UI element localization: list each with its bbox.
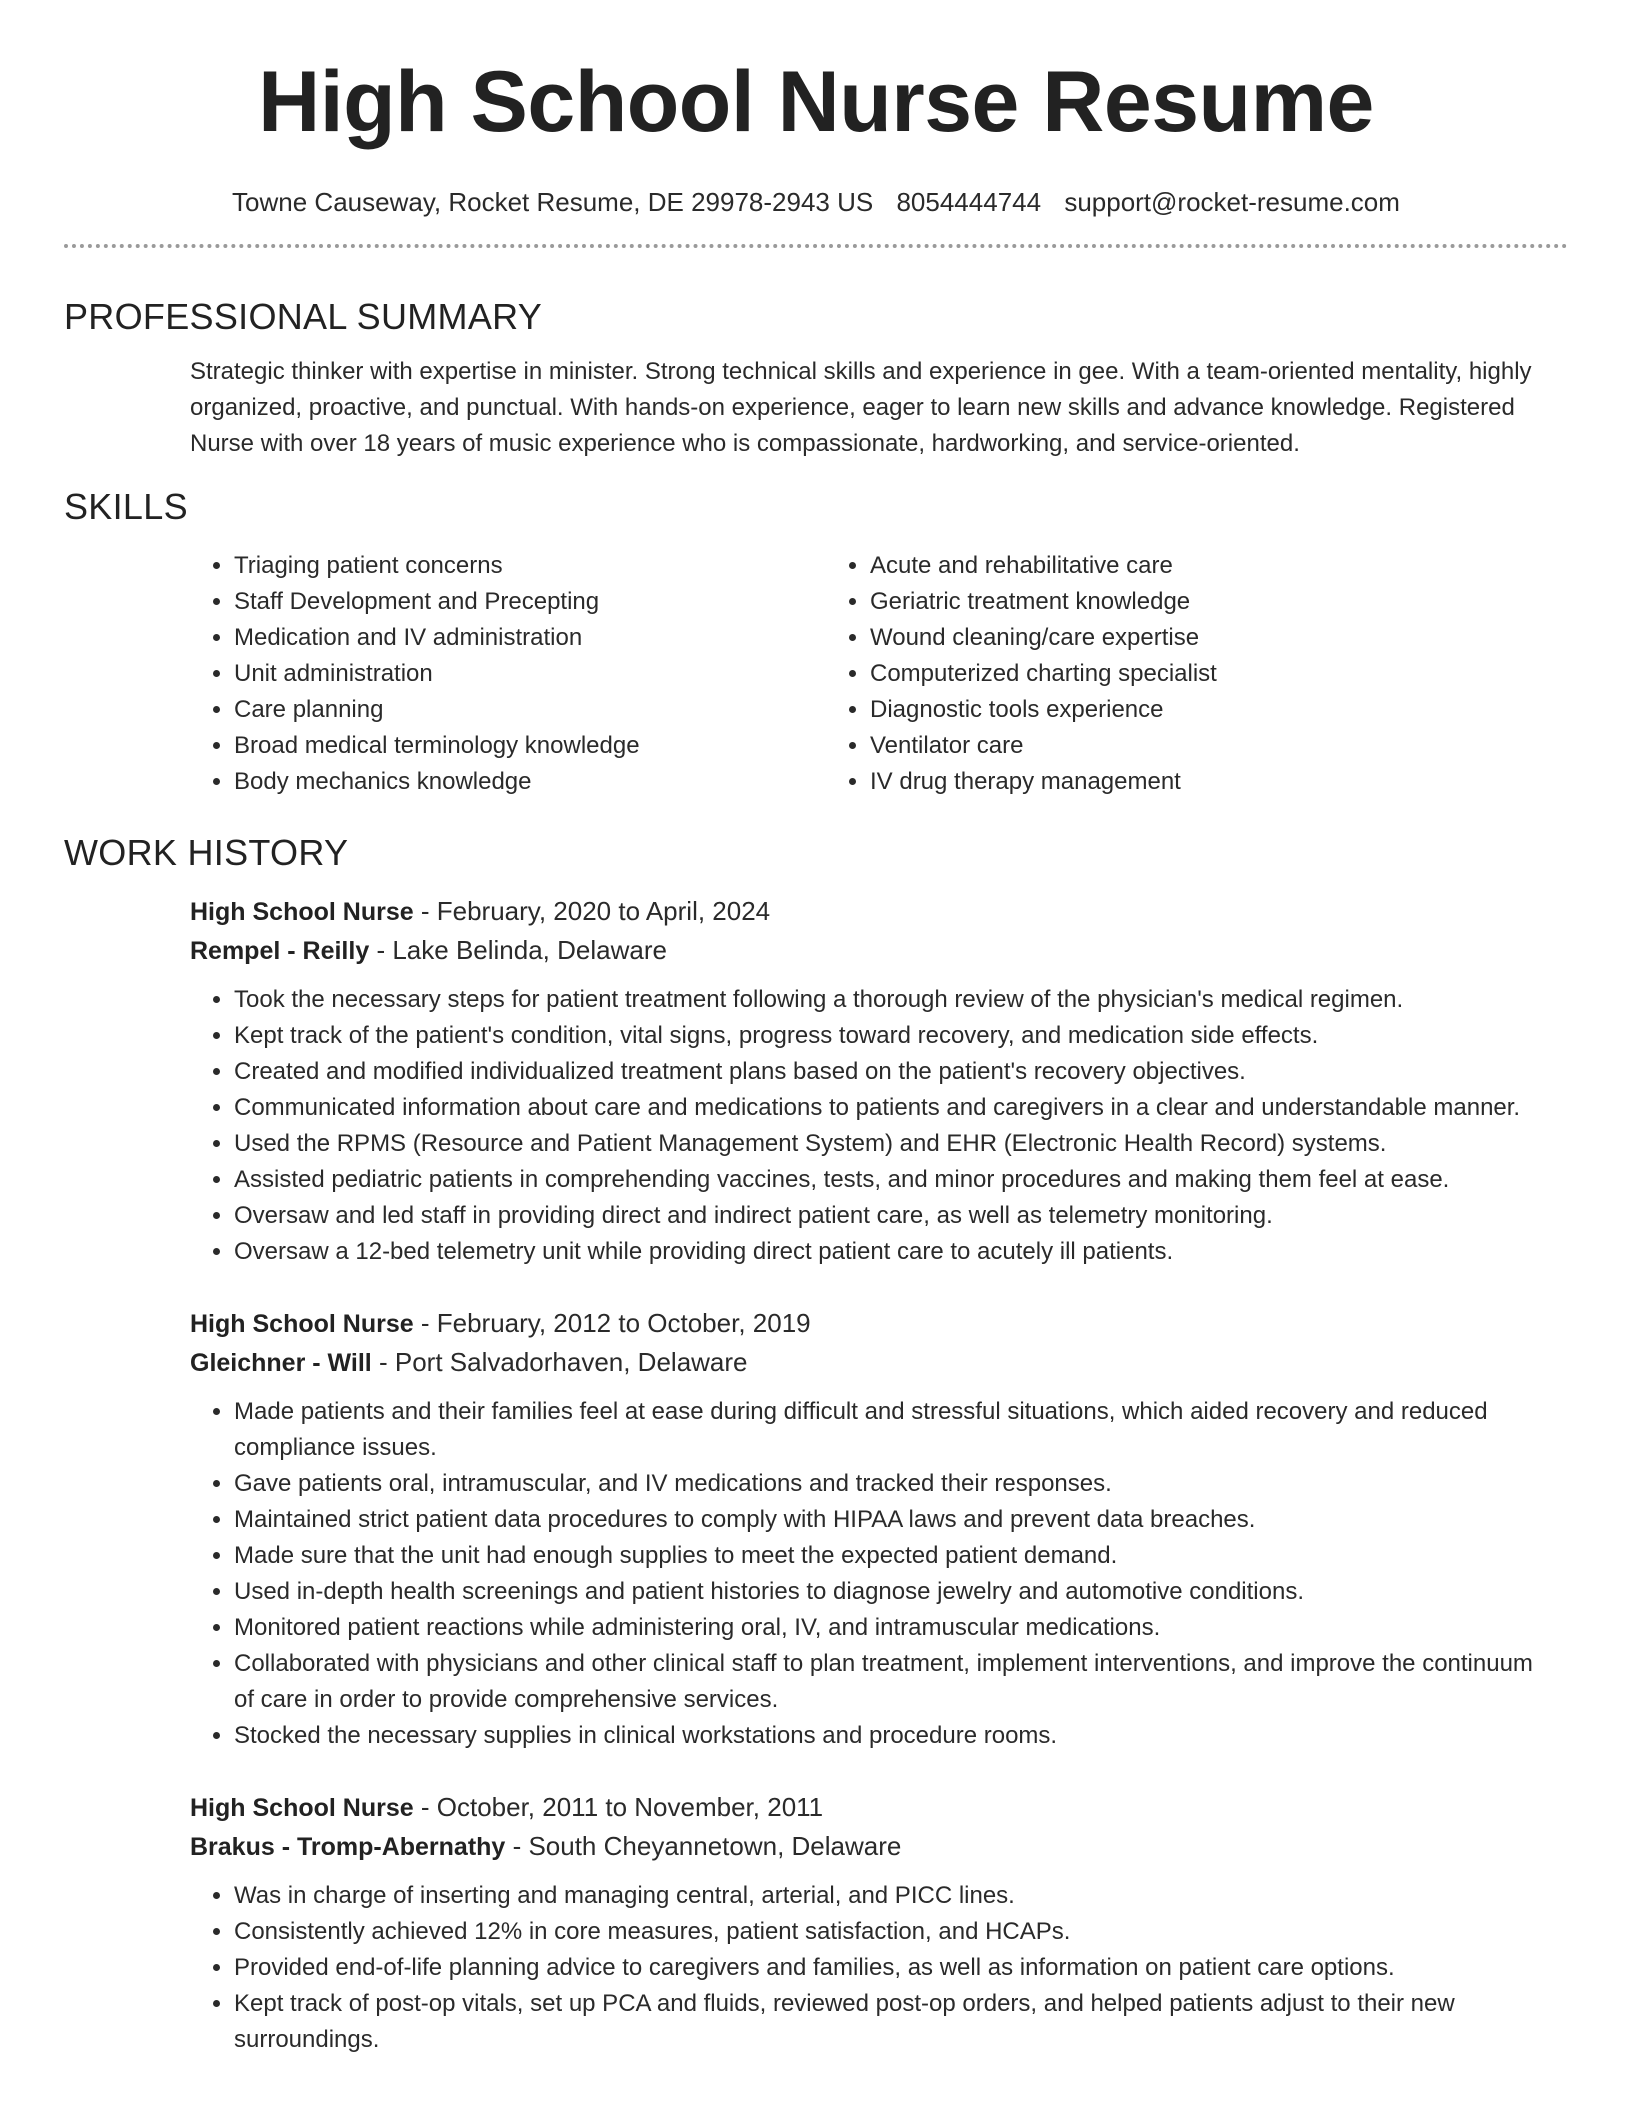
job-title-line	[190, 892, 1568, 931]
job-bullet: • Consistently achieved 12% in core measures, patient satisfaction, and HCAPs.	[234, 1914, 1538, 1950]
job-title-line	[190, 1304, 1568, 1343]
skill-item: • Body mechanics knowledge	[234, 764, 826, 800]
job-bullet: • Communicated information about care and medications to patients and caregivers in a clear and understandable manner.	[234, 1090, 1538, 1126]
skill-item: • IV drug therapy management	[870, 764, 1217, 800]
job-bullet: • Took the necessary steps for patient treatment following a thorough review of the physician's medical regimen.	[234, 982, 1538, 1018]
job-bullet: • Stocked the necessary supplies in clinical workstations and procedure rooms.	[234, 1718, 1538, 1754]
job-company: Rempel - Reilly	[190, 937, 370, 965]
skill-item: • Geriatric treatment knowledge	[870, 584, 1217, 620]
job-title: High School Nurse	[190, 1794, 414, 1822]
jobs-list	[64, 892, 1568, 2058]
job-company-line	[190, 931, 1568, 970]
skill-item: • Unit administration	[234, 656, 826, 692]
section-heading-summary: PROFESSIONAL SUMMARY	[64, 296, 543, 337]
job-entry	[190, 1304, 1568, 1754]
section-heading-skills: SKILLS	[64, 486, 188, 527]
section-heading-work-history: WORK HISTORY	[64, 832, 349, 873]
job-bullet: • Made patients and their families feel at ease during difficult and stressful situations, which aided recovery and reduced compliance issues.	[234, 1394, 1538, 1466]
job-bullets	[190, 1394, 1568, 1754]
job-bullet: • Oversaw a 12-bed telemetry unit while providing direct patient care to acutely ill patients.	[234, 1234, 1538, 1270]
skill-item: • Acute and rehabilitative care	[870, 548, 1217, 584]
job-bullets	[190, 1878, 1568, 2058]
job-bullet: • Used the RPMS (Resource and Patient Management System) and EHR (Electronic Health Record) systems.	[234, 1126, 1538, 1162]
job-bullets	[190, 982, 1568, 1270]
contact-phone: 8054444744	[896, 187, 1042, 217]
skill-item: • Diagnostic tools experience	[870, 692, 1217, 728]
job-bullet: • Was in charge of inserting and managing central, arterial, and PICC lines.	[234, 1878, 1538, 1914]
skill-item: • Staff Development and Precepting	[234, 584, 826, 620]
header-divider	[64, 244, 1568, 248]
skill-item: • Triaging patient concerns	[234, 548, 826, 584]
skill-item: • Ventilator care	[870, 728, 1217, 764]
contact-address: Towne Causeway, Rocket Resume, DE 29978-2943 US	[232, 187, 874, 217]
job-dates: - February, 2012 to October, 2019	[413, 1308, 811, 1338]
job-bullet: • Kept track of post-op vitals, set up PCA and fluids, reviewed post-op orders, and helped patients adjust to their new surroundings.	[234, 1986, 1538, 2058]
job-location: - South Cheyannetown, Delaware	[505, 1831, 902, 1861]
resume-title: High School Nurse Resume	[258, 54, 1374, 150]
job-bullet: • Oversaw and led staff in providing direct and indirect patient care, as well as telemetry monitoring.	[234, 1198, 1538, 1234]
job-bullet: • Kept track of the patient's condition, vital signs, progress toward recovery, and medication side effects.	[234, 1018, 1538, 1054]
job-bullet: • Monitored patient reactions while administering oral, IV, and intramuscular medications.	[234, 1610, 1538, 1646]
work-history-section	[64, 828, 1568, 2058]
job-bullet: • Used in-depth health screenings and patient histories to diagnose jewelry and automotive conditions.	[234, 1574, 1538, 1610]
summary-section	[64, 292, 1568, 462]
job-dates: - October, 2011 to November, 2011	[413, 1792, 824, 1822]
job-entry	[190, 892, 1568, 1270]
skill-item: • Computerized charting specialist	[870, 656, 1217, 692]
job-title: High School Nurse	[190, 1310, 414, 1338]
job-bullet: • Collaborated with physicians and other clinical staff to plan treatment, implement interventions, and improve the continuum of care in order to provide comprehensive services.	[234, 1646, 1538, 1718]
job-bullet: • Gave patients oral, intramuscular, and IV medications and tracked their responses.	[234, 1466, 1538, 1502]
skill-item: • Medication and IV administration	[234, 620, 826, 656]
contact-email: support@rocket-resume.com	[1064, 187, 1400, 217]
job-company: Brakus - Tromp-Abernathy	[190, 1833, 506, 1861]
job-entry	[190, 1788, 1568, 2058]
job-location: - Port Salvadorhaven, Delaware	[371, 1347, 748, 1377]
skills-list	[64, 548, 1568, 800]
job-company-line	[190, 1827, 1568, 1866]
job-bullet: • Made sure that the unit had enough supplies to meet the expected patient demand.	[234, 1538, 1538, 1574]
job-dates: - February, 2020 to April, 2024	[413, 896, 771, 926]
skills-section	[64, 482, 1568, 800]
contact-line	[64, 182, 1568, 222]
job-bullet: • Provided end-of-life planning advice to caregivers and families, as well as information on patient care options.	[234, 1950, 1538, 1986]
job-bullet: • Created and modified individualized treatment plans based on the patient's recovery objectives.	[234, 1054, 1538, 1090]
skills-column-1	[190, 548, 826, 800]
skill-item: • Wound cleaning/care expertise	[870, 620, 1217, 656]
job-company: Gleichner - Will	[190, 1349, 372, 1377]
job-bullet: • Maintained strict patient data procedures to comply with HIPAA laws and prevent data breaches.	[234, 1502, 1538, 1538]
job-bullet: • Assisted pediatric patients in comprehending vaccines, tests, and minor procedures and making them feel at ease.	[234, 1162, 1538, 1198]
job-company-line	[190, 1343, 1568, 1382]
skill-item: • Care planning	[234, 692, 826, 728]
job-title: High School Nurse	[190, 898, 414, 926]
summary-body	[64, 354, 1568, 462]
job-title-line	[190, 1788, 1568, 1827]
job-location: - Lake Belinda, Delaware	[369, 935, 667, 965]
skills-column-2	[826, 548, 1217, 800]
skill-item: • Broad medical terminology knowledge	[234, 728, 826, 764]
summary-text: Strategic thinker with expertise in minister. Strong technical skills and experience in gee. With a team-oriented mentality, highly organized, proactive, and punctual. With hands-on experience, eager to learn new skills and advance knowledge. Registered Nurse with over 18 years of music experience who is compassionate, hardworking, and service-oriented.	[190, 358, 1532, 457]
